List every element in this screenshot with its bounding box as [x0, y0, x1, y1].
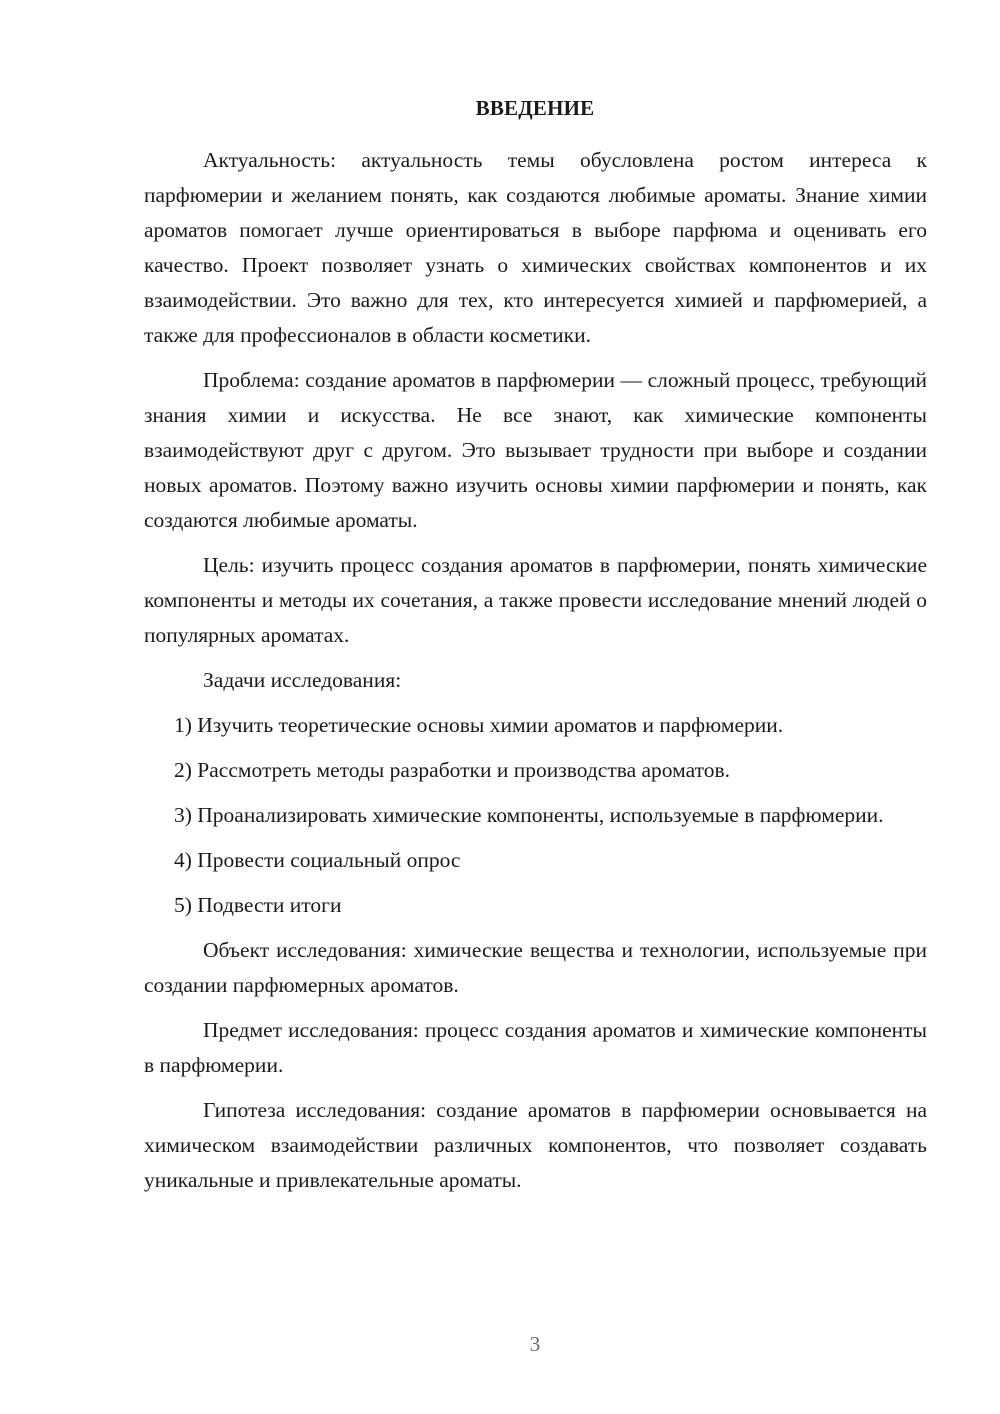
task-item-1: 1) Изучить теоретические основы химии ароматов и парфюмерии.	[174, 713, 784, 737]
page-title: ВВЕДЕНИЕ	[475, 96, 595, 120]
paragraph-hypothesis: Гипотеза исследования: создание ароматов в парфюмерии основывается на химическом взаимодействии различных компонентов, что позволяет создавать уникальные и привлекательные ароматы.	[144, 1098, 927, 1192]
paragraph-goal: Цель: изучить процесс создания ароматов в парфюмерии, понять химические компоненты и методы их сочетания, а также провести исследование мнений людей о популярных ароматах.	[144, 553, 927, 647]
tasks-heading: Задачи исследования:	[203, 668, 402, 692]
paragraph-problem: Проблема: создание ароматов в парфюмерии — сложный процесс, требующий знания химии и искусства. Не все знают, как химические компоненты взаимодействуют друг с другом. Это вызывает трудности при выборе и создании новых ароматов. Поэтому важно изучить основы химии парфюмерии и понять, как создаются любимые ароматы.	[144, 368, 927, 532]
document-body	[144, 143, 927, 1208]
task-item-5: 5) Подвести итоги	[174, 893, 342, 917]
page-number: 3	[529, 1332, 541, 1356]
paragraph-relevance: Актуальность: актуальность темы обусловлена ростом интереса к парфюмерии и желанием понять, как создаются любимые ароматы. Знание химии ароматов помогает лучше ориентироваться в выборе парфюма и оценивать его качество. Проект позволяет узнать о химических свойствах компонентов и их взаимодействии. Это важно для тех, кто интересуется химией и парфюмерией, а также для профессионалов в области косметики.	[144, 148, 927, 347]
task-item-3: 3) Проанализировать химические компоненты, используемые в парфюмерии.	[174, 803, 884, 827]
task-item-2: 2) Рассмотреть методы разработки и производства ароматов.	[174, 758, 730, 782]
paragraph-object: Объект исследования: химические вещества и технологии, используемые при создании парфюмерных ароматов.	[144, 938, 927, 997]
task-item-4: 4) Провести социальный опрос	[174, 848, 461, 872]
paragraph-subject: Предмет исследования: процесс создания ароматов и химические компоненты в парфюмерии.	[144, 1018, 927, 1077]
